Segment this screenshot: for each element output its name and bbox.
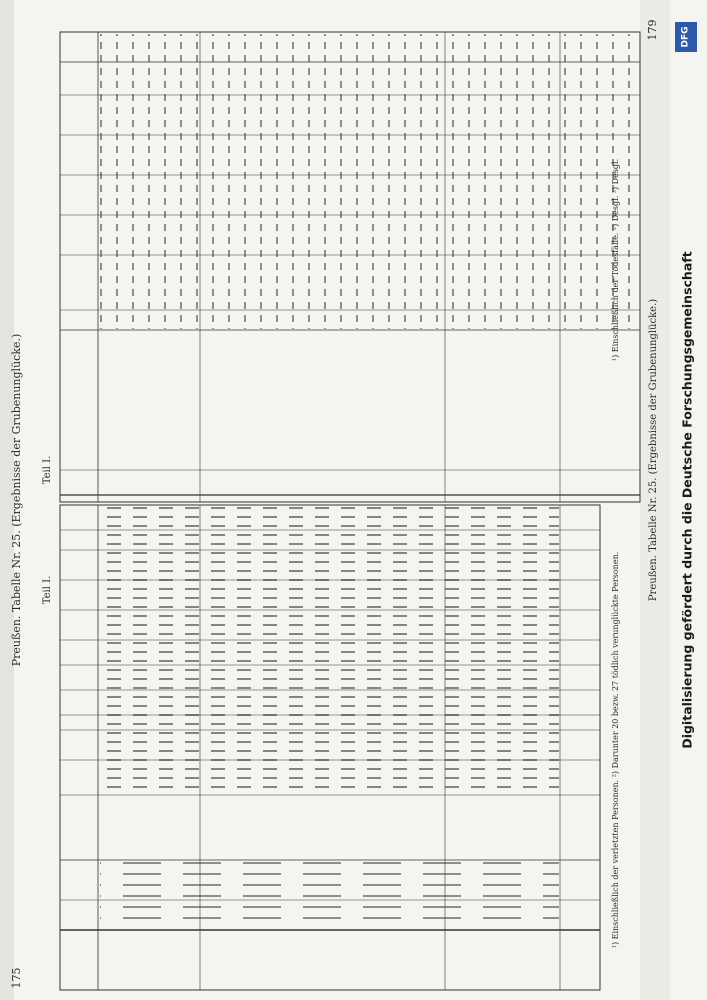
- right-table: [60, 32, 640, 502]
- right-footnote: ¹) Einschließlich der Todesfälle. ²) Desgl. ³) Desgl.: [611, 158, 620, 362]
- right-table-title: Teil I.: [42, 455, 53, 485]
- left-footnote: ¹) Einschließlich der verletzten Personen. ²) Darunter 20 bezw. 27 tödlich verunglückte Personen.: [611, 551, 620, 949]
- dfg-logo: DFG: [675, 22, 697, 52]
- left-table-title: Teil I.: [42, 575, 53, 605]
- dfg-watermark: [672, 20, 702, 980]
- watermark-text: Digitalisierung gefördert durch die Deutsche Forschungsgemeinschaft: [679, 251, 695, 749]
- right-page-header: Preußen. Tabelle Nr. 25. (Ergebnisse der Grubenunglücke.): [648, 298, 659, 602]
- left-page-number: 175: [10, 967, 23, 989]
- left-page-header: Preußen. Tabelle Nr. 25. (Ergebnisse der Grubenunglücke.): [10, 333, 23, 667]
- right-page-number: 179: [646, 19, 659, 41]
- left-table: [60, 505, 600, 990]
